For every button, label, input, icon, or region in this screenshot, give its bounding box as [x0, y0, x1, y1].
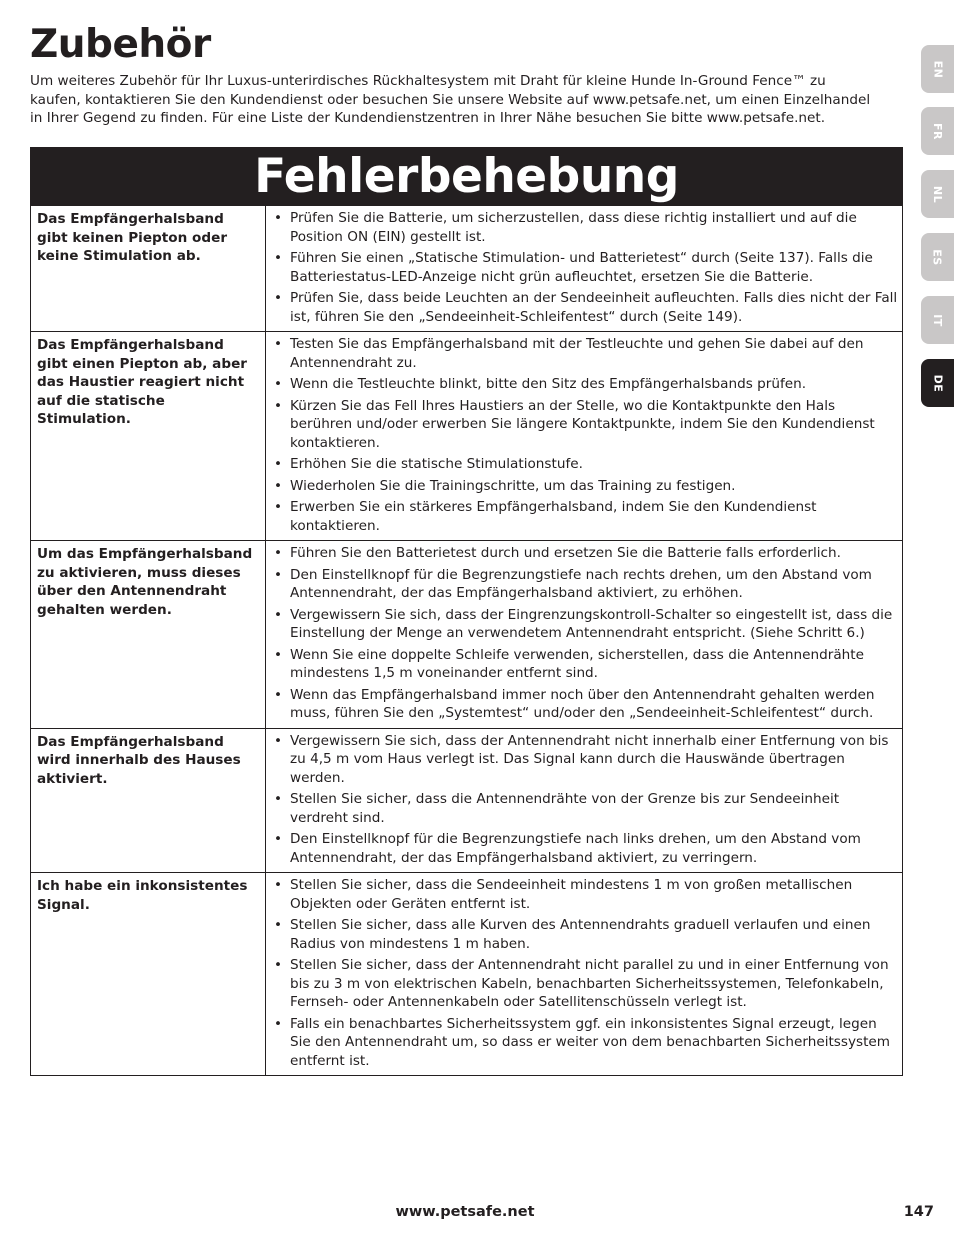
solutions-list [266, 332, 902, 540]
solution-item: • Führen Sie einen „Statische Stimulation- und Batterietest“ durch (Seite 137). Falls die Batteriestatus-LED-Anzeige nicht grün aufleuchtet, ersetzen Sie die Batterie. [274, 249, 898, 286]
solution-item: • Wenn die Testleuchte blinkt, bitte den Sitz des Empfängerhalsbands prüfen. [274, 375, 898, 394]
solution-item: • Erhöhen Sie die statische Stimulationstufe. [274, 455, 898, 474]
problem-text: Das Empfängerhalsband wird innerhalb des Hauses aktiviert. [37, 733, 241, 787]
problem-cell [31, 206, 266, 332]
solution-item: • Führen Sie den Batterietest durch und ersetzen Sie die Batterie falls erforderlich. [274, 544, 898, 563]
table-row [31, 541, 903, 729]
solutions-cell [266, 541, 903, 729]
solution-item: • Wenn Sie eine doppelte Schleife verwenden, sicherstellen, dass die Antennendrähte mindestens 1,5 m voneinander entfernt sind. [274, 646, 898, 683]
solution-item: • Vergewissern Sie sich, dass der Eingrenzungskontroll-Schalter so eingestellt ist, dass die Einstellung der Menge an verwendetem Antennendraht entspricht. (Siehe Schritt 6.) [274, 606, 898, 643]
solution-item: • Erwerben Sie ein stärkeres Empfängerhalsband, indem Sie den Kundendienst kontaktieren. [274, 498, 898, 535]
solutions-cell [266, 206, 903, 332]
problem-text: Um das Empfängerhalsband zu aktivieren, muss dieses über den Antennendraht gehalten werden. [37, 546, 253, 618]
solution-item: • Den Einstellknopf für die Begrenzungstiefe nach rechts drehen, um den Abstand vom Antennendraht, der das Empfängerhalsband aktiviert, zu erhöhen. [274, 566, 898, 603]
footer-url: www.petsafe.net [395, 1204, 535, 1220]
problem-text: Das Empfängerhalsband gibt einen Piepton ab, aber das Haustier reagiert nicht auf die statische Stimulation. [37, 337, 247, 427]
solution-item: • Stellen Sie sicher, dass der Antennendraht nicht parallel zu und in einer Entfernung von bis zu 3 m von elektrischen Kabeln, benachbarten Sicherheitssystemen, Telefonkabeln, Fernseh- oder Antennenkabeln oder Satellitenschüsseln verlegt ist. [274, 956, 898, 1012]
table-row [31, 728, 903, 873]
solutions-cell [266, 873, 903, 1076]
solutions-list [266, 541, 902, 728]
solutions-list [266, 206, 902, 331]
problem-cell [31, 728, 266, 873]
page-title: Zubehör [30, 22, 211, 67]
language-tab-it[interactable] [921, 296, 954, 344]
problem-cell [31, 541, 266, 729]
solutions-list [266, 729, 902, 873]
solutions-list [266, 873, 902, 1075]
table-row [31, 873, 903, 1076]
language-tab-label: EN [930, 60, 944, 78]
solution-item: • Prüfen Sie, dass beide Leuchten an der Sendeeinheit aufleuchten. Falls dies nicht der Fall ist, führen Sie den „Sendeeinheit-Schleifentest“ durch (Seite 149). [274, 289, 898, 326]
language-tab-es[interactable] [921, 233, 954, 281]
solution-item: • Prüfen Sie die Batterie, um sicherzustellen, dass diese richtig installiert und auf die Position ON (EIN) gestellt ist. [274, 209, 898, 246]
solution-item: • Vergewissern Sie sich, dass der Antennendraht nicht innerhalb einer Entfernung von bis zu 4,5 m vom Haus verlegt ist. Das Signal kann durch die Hauswände übertragen werden. [274, 732, 898, 788]
language-tab-nl[interactable] [921, 170, 954, 218]
troubleshooting-table [30, 205, 903, 1076]
section-title: Fehlerbehebung [254, 148, 679, 204]
solution-item: • Stellen Sie sicher, dass alle Kurven des Antennendrahts graduell verlaufen und einen Radius von mindestens 1 m haben. [274, 916, 898, 953]
solution-item: • Testen Sie das Empfängerhalsband mit der Testleuchte und gehen Sie dabei auf den Antennendraht zu. [274, 335, 898, 372]
solution-item: • Wiederholen Sie die Trainingschritte, um das Training zu festigen. [274, 477, 898, 496]
solutions-cell [266, 332, 903, 541]
solution-item: • Den Einstellknopf für die Begrenzungstiefe nach links drehen, um den Abstand vom Antennendraht, der das Empfängerhalsband aktiviert, zu verringern. [274, 830, 898, 867]
language-tab-label: IT [930, 313, 944, 327]
problem-cell [31, 332, 266, 541]
solutions-cell [266, 728, 903, 873]
solution-item: • Kürzen Sie das Fell Ihres Haustiers an der Stelle, wo die Kontaktpunkte den Hals berühren und/oder erwerben Sie längere Kontaktpunkte, indem Sie den Kundendienst kontaktieren. [274, 397, 898, 453]
table-row [31, 332, 903, 541]
language-tab-label: NL [931, 185, 944, 203]
language-tab-de[interactable] [921, 359, 954, 407]
problem-text: Das Empfängerhalsband gibt keinen Piepton oder keine Stimulation ab. [37, 211, 228, 264]
language-tab-fr[interactable] [921, 107, 954, 155]
language-tab-label: FR [930, 122, 944, 140]
intro-paragraph: Um weiteres Zubehör für Ihr Luxus-unterirdisches Rückhaltesystem mit Draht für kleine Hunde In-Ground Fence™ zu kaufen, kontaktieren Sie den Kundendienst oder besuchen Sie unsere Website auf www.petsafe.net, um einen Einzelhandel in Ihrer Gegend zu finden. Für eine Liste der Kundendienstzentren in Ihrer Nähe besuchen Sie bitte www.petsafe.net. [30, 73, 871, 126]
language-tab-en[interactable] [921, 45, 954, 93]
problem-cell [31, 873, 266, 1076]
section-banner [30, 147, 903, 205]
solution-item: • Wenn das Empfängerhalsband immer noch über den Antennendraht gehalten werden muss, führen Sie den „Systemtest“ und/oder den „Sendeeinheit-Schleifentest“ durch. [274, 686, 898, 723]
problem-text: Ich habe ein inkonsistentes Signal. [37, 878, 248, 913]
solution-item: • Stellen Sie sicher, dass die Sendeeinheit mindestens 1 m von großen metallischen Objekten oder Geräten entfernt ist. [274, 876, 898, 913]
table-row [31, 206, 903, 332]
language-tab-label: ES [931, 248, 944, 266]
solution-item: • Stellen Sie sicher, dass die Antennendrähte von der Grenze bis zur Sendeeinheit verdreht sind. [274, 790, 898, 827]
solution-item: • Falls ein benachbartes Sicherheitssystem ggf. ein inkonsistentes Signal erzeugt, legen Sie den Antennendraht um, so dass er weiter von dem benachbarten Sicherheitssystem entfernt ist. [274, 1015, 898, 1071]
page-number: 147 [903, 1204, 934, 1220]
language-tab-label: DE [931, 374, 944, 392]
